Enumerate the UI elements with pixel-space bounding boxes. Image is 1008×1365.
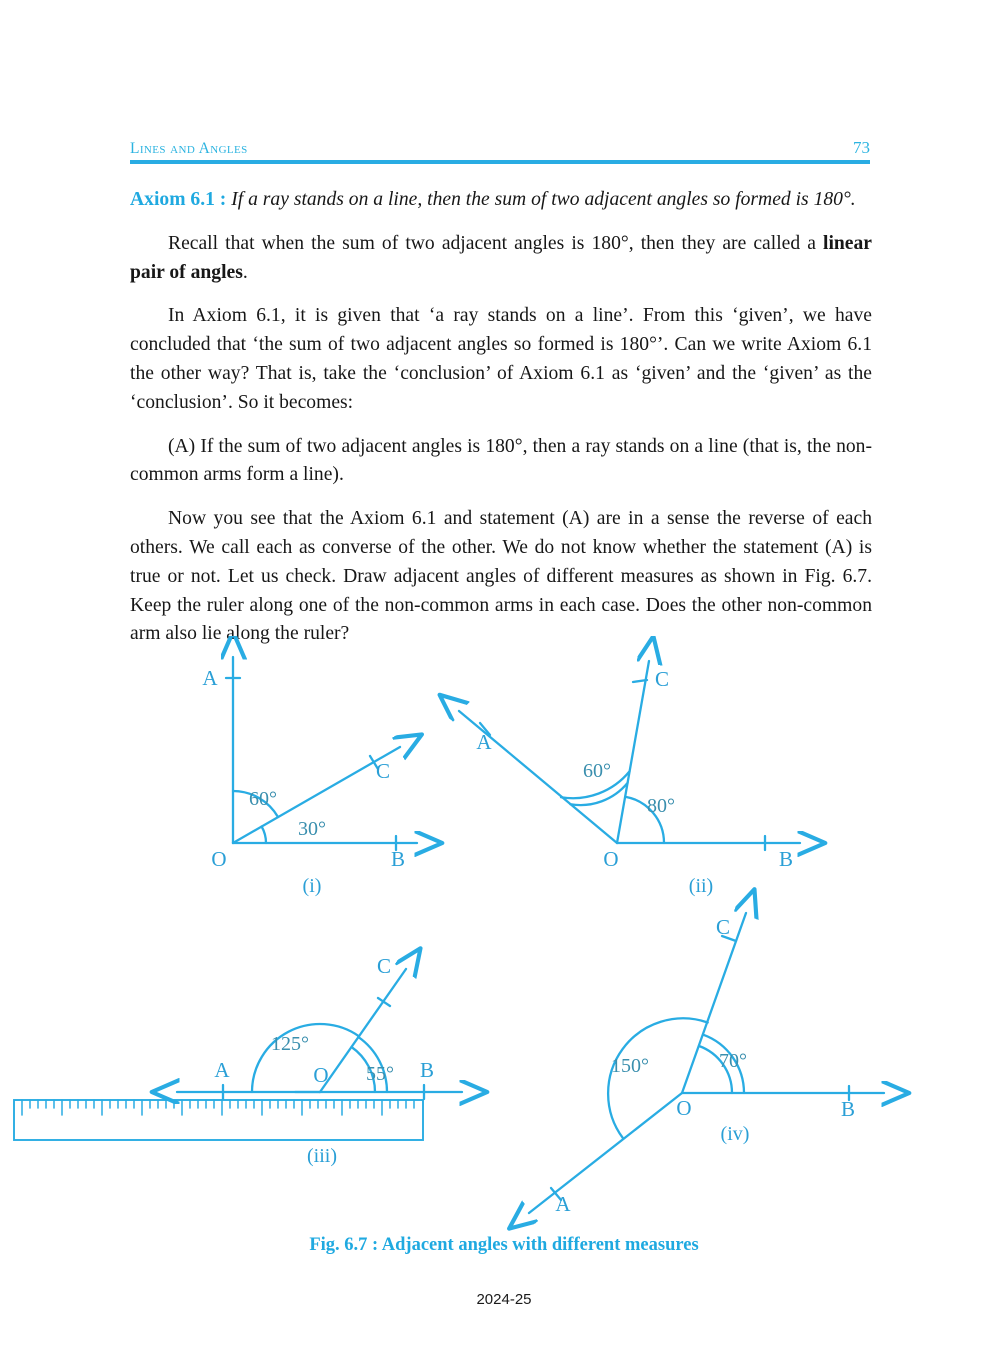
axiom-paragraph (130, 186, 872, 215)
diagram-iii (14, 969, 462, 1140)
label-iii-A: A (214, 1058, 230, 1082)
page-number: 73 (853, 138, 870, 157)
sublabel-iv: (iv) (720, 1123, 750, 1145)
page-header (130, 138, 870, 158)
angle-iii-55: 55° (366, 1063, 394, 1085)
axiom-discussion-paragraph: In Axiom 6.1, it is given that ‘a ray stands on a line’. From this ‘given’, we have concluded that ‘the sum of two adjacent angles so formed is 180°’. Can we write Axiom 6.1 the other way? That is, take the ‘conclusion’ of Axiom 6.1 as ‘given’ and the ‘given’ as the ‘conclusion’. So it becomes: (130, 305, 872, 413)
label-ii-C: C (654, 667, 670, 691)
converse-paragraph: Now you see that the Axiom 6.1 and statement (A) are in a sense the reverse of each others. We call each as converse of the other. We do not know whether the statement (A) is true or not. Let us check. Draw adjacent angles of different measures as shown in Fig. 6.7. Keep the ruler along one of the non-common arms in each case. Does the other non-common arm also lie along the ruler? (130, 508, 872, 645)
angle-iii-125: 125° (271, 1033, 309, 1055)
figure-caption: Fig. 6.7 : Adjacent angles with different measures (309, 1235, 699, 1255)
label-ii-B: B (778, 847, 794, 871)
ruler (14, 1100, 423, 1140)
label-i-O: O (211, 847, 227, 871)
sublabel-i: (i) (302, 875, 322, 897)
angle-ii-80: 80° (647, 795, 675, 817)
recall-paragraph (130, 230, 872, 288)
statement-a-paragraph: (A) If the sum of two adjacent angles is 180°, then a ray stands on a line (that is, the non-common arms form a line). (130, 435, 872, 486)
page-footer-year: 2024-25 (476, 1291, 532, 1308)
label-iv-B: B (840, 1097, 856, 1121)
label-iii-O: O (313, 1063, 329, 1087)
label-iv-C: C (715, 915, 731, 939)
label-i-B: B (390, 847, 406, 871)
label-ii-A: A (476, 730, 492, 754)
label-iii-C: C (376, 954, 392, 978)
angle-iv-150: 150° (611, 1055, 649, 1077)
axiom-label: Axiom 6.1 : (130, 189, 227, 210)
angle-i-30: 30° (298, 818, 326, 840)
label-iii-B: B (419, 1058, 435, 1082)
running-head-title: Lines and Angles (130, 140, 248, 157)
angle-i-60: 60° (249, 788, 277, 810)
angle-ii-60: 60° (583, 760, 611, 782)
recall-text-2: . (242, 261, 248, 283)
angle-iv-70: 70° (719, 1050, 747, 1072)
diagram-ii (459, 661, 800, 850)
sublabel-ii: (ii) (688, 875, 714, 897)
label-ii-O: O (603, 847, 619, 871)
diagram-iv (529, 913, 884, 1213)
linear-pair-term: linear pair of angles (130, 232, 872, 283)
axiom-statement: If a ray stands on a line, then the sum of two adjacent angles so formed is 180°. (231, 189, 856, 210)
label-i-A: A (202, 666, 218, 690)
body-text (130, 186, 872, 664)
sublabel-iii: (iii) (307, 1145, 337, 1167)
figure-6-7 (0, 636, 1008, 1236)
label-iv-O: O (676, 1096, 692, 1120)
recall-text-1: Recall that when the sum of two adjacent angles is 180°, then they are called a (168, 232, 824, 254)
label-iv-A: A (555, 1192, 571, 1216)
label-i-C: C (375, 759, 391, 783)
header-divider (130, 160, 870, 164)
